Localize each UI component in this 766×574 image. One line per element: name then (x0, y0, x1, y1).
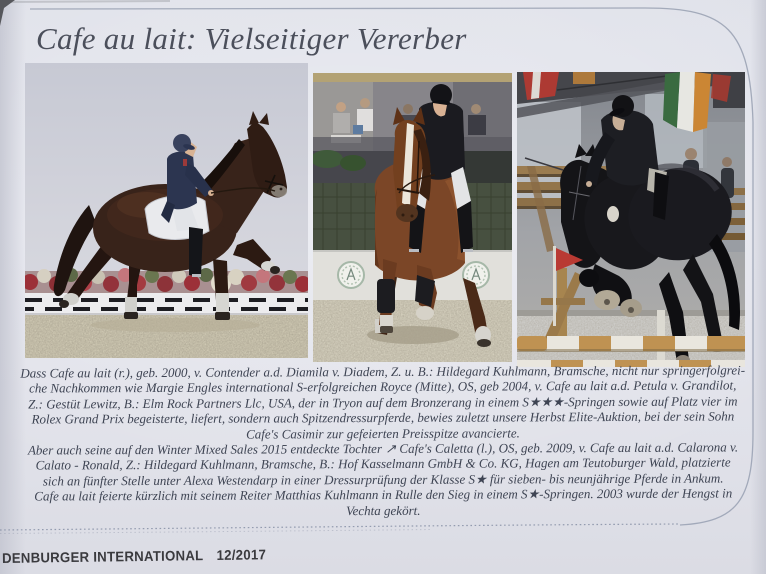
magazine-name: DENBURGER INTERNATIONAL (1, 547, 204, 566)
article-line: che Nachkommen wie Margie Engles international S-erfolgreichen Royce (Mitte), OS, geb 2004, v. Cafe au lait a.d. Petula v. Grandilot, (29, 377, 737, 396)
page-title: Cafe au lait: Vielseitiger Vererber (36, 21, 467, 56)
article-line: Aber auch seine auf den Winter Mixed Sales 2015 entdeckte Tochter ↗ Cafe's Caletta (l.), OS, geb. 2009, v. Cafe au lait a.d. Calarona v. (27, 439, 739, 458)
page-footer (2, 546, 283, 568)
article-line: Rolex Grand Prix begeisterte, liefert, sondern auch Spitzendressurpferde, bewies zuletzt unsere Herbst Elite-Auktion, bei der sein Sohn (31, 408, 735, 427)
article-line: Calato - Ronald, Z.: Hildegard Kuhlmann, Bramsche, B.: Hof Kasselmann GmbH & Co. KG, Hagen am Teutoburger Wald, platzierte (35, 454, 731, 473)
issue-number: 12/2017 (216, 546, 267, 563)
photo-jumping-right (517, 72, 745, 367)
jumping-illustration (517, 72, 745, 367)
article-line: Cafe's Casimir zur gefeierten Preisspitze avancierte. (246, 425, 520, 442)
article-line: Dass Cafe au lait (r.), geb. 2000, v. Contender a.d. Diamila v. Diadem, Z. u. B.: Hildegard Kuhlmann, Bramsche, nicht nur springerfolgrei- (20, 362, 746, 381)
photo-canter-middle (313, 73, 512, 362)
article-line: sich an fünfter Stelle unter Alexa Westendarp in einer Dressurprüfung der Klasse S★ für sieben- bis neunjährige Pferde in Ankum. (42, 470, 724, 489)
canter-illustration (313, 73, 512, 362)
dressage-illustration (25, 63, 308, 358)
article-line: Z.: Gestüt Lewitz, B.: Elm Rock Partners Llc, USA, der in Tryon auf dem Bronzerang in einem S★★★-Springen sowie auf Platz vier im (28, 393, 738, 412)
photo-dressage-left (25, 63, 308, 358)
article-text (0, 362, 766, 519)
article-line: Cafe au lait feierte kürzlich mit seinem Reiter Matthias Kuhlmann in Rulle den Sieg in einem S★-Springen. 2003 wurde der Hengst in (34, 485, 733, 504)
article-line: Vechta gekört. (346, 502, 421, 518)
